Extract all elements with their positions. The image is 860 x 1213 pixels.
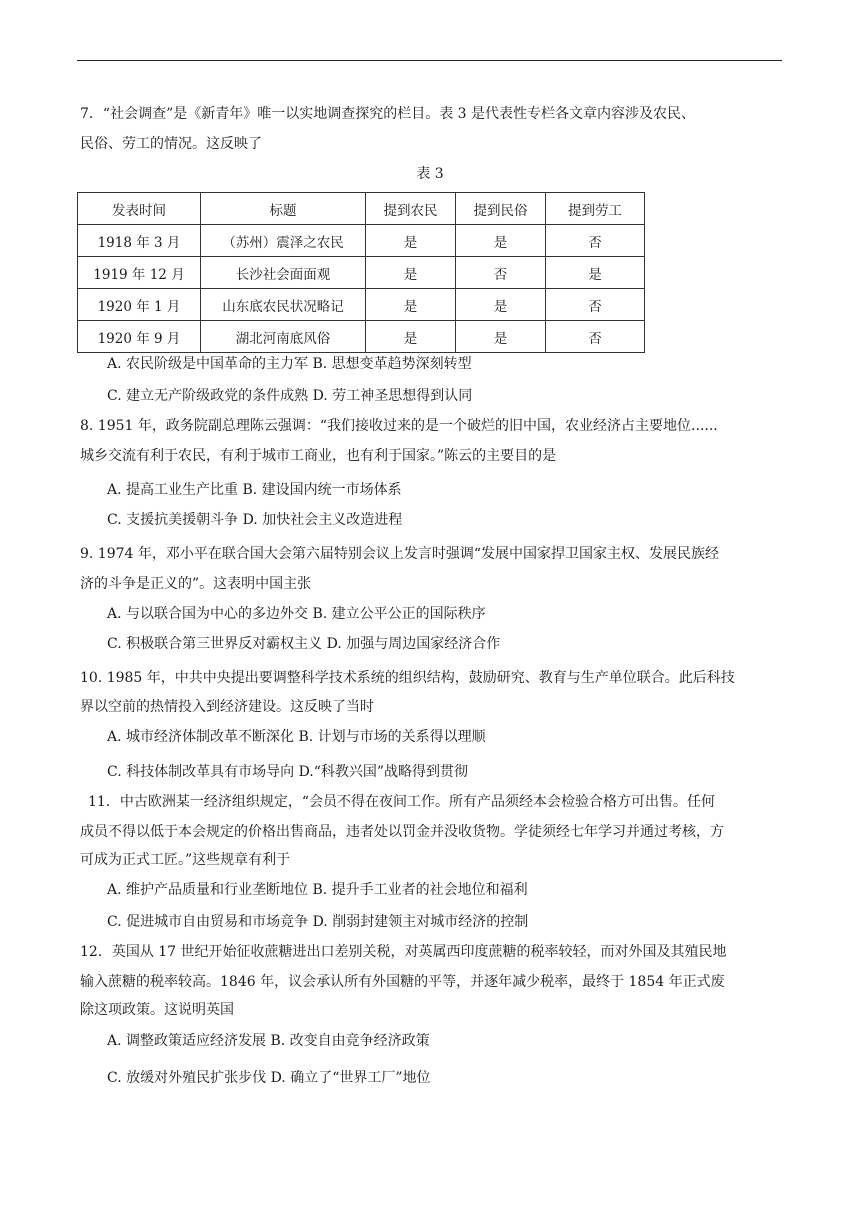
q9-options-ab: A. 与以联合国为中心的多边外交 B. 建立公平公正的国际秩序 (107, 606, 486, 622)
q12-stem-line1: 12．英国从 17 世纪开始征收蔗糖进出口差别关税，对英属西印度蔗糖的税率较轻，而对外国及其殖民地 (80, 944, 727, 960)
table-header-cell: 提到劳工 (546, 193, 645, 225)
q9-stem-line2: 济的斗争是正义的”。这表明中国主张 (80, 576, 312, 592)
q12-options-ab: A. 调整政策适应经济发展 B. 改变自由竞争经济政策 (107, 1033, 430, 1049)
q7-stem-line2: 民俗、劳工的情况。这反映了 (80, 136, 262, 152)
q9-options-cd: C. 积极联合第三世界反对霸权主义 D. 加强与周边国家经济合作 (107, 636, 501, 652)
table-cell: 是 (546, 257, 645, 289)
q7-options-cd: C. 建立无产阶级政党的条件成熟 D. 劳工神圣思想得到认同 (107, 388, 473, 404)
q8-stem-line1: 8. 1951 年，政务院副总理陈云强调：“我们接收过来的是一个破烂的旧中国，农业经济占主要地位...... (80, 418, 718, 434)
table-caption: 表 3 (416, 166, 444, 182)
table-cell: 是 (456, 289, 546, 321)
table-cell: （苏州）震泽之农民 (201, 225, 366, 257)
q10-options-cd: C. 科技体制改革具有市场导向 D.“科教兴国”战略得到贯彻 (107, 764, 469, 780)
q10-stem-line1: 10. 1985 年，中共中央提出要调整科学技术系统的组织结构，鼓励研究、教育与生产单位联合。此后科技 (80, 670, 735, 686)
table-cell: 是 (456, 321, 546, 353)
table-header-cell: 提到民俗 (456, 193, 546, 225)
q11-stem-line3: 可成为正式工匠。”这些规章有利于 (80, 852, 291, 868)
table-cell: 是 (366, 289, 456, 321)
q12-options-cd: C. 放缓对外殖民扩张步伐 D. 确立了“世界工厂”地位 (107, 1070, 431, 1086)
table-cell: 否 (456, 257, 546, 289)
table-cell: 长沙社会面面观 (201, 257, 366, 289)
table-cell: 否 (546, 289, 645, 321)
table-header-cell: 发表时间 (78, 193, 201, 225)
q12-stem-line2: 输入蔗糖的税率较高。1846 年，议会承认所有外国糖的平等，并逐年减少税率，最终于 1854 年正式废 (80, 974, 725, 990)
table-cell: 山东底农民状况略记 (201, 289, 366, 321)
q11-options-cd: C. 促进城市自由贸易和市场竞争 D. 削弱封建领主对城市经济的控制 (107, 914, 529, 930)
header-rule (77, 60, 782, 61)
table-cell: 是 (366, 257, 456, 289)
q7-stem-line1: 7．“社会调查”是《新青年》唯一以实地调查探究的栏目。表 3 是代表性专栏各文章内容涉及农民、 (80, 106, 696, 122)
table-cell: 湖北河南底风俗 (201, 321, 366, 353)
q11-options-ab: A. 维护产品质量和行业垄断地位 B. 提升手工业者的社会地位和福利 (107, 882, 528, 898)
q8-options-cd: C. 支援抗美援朝斗争 D. 加快社会主义改造进程 (107, 512, 403, 528)
q10-options-ab: A. 城市经济体制改革不断深化 B. 计划与市场的关系得以理顺 (107, 729, 486, 745)
q7-options-ab: A. 农民阶级是中国革命的主力军 B. 思想变革趋势深刻转型 (107, 356, 472, 372)
q8-options-ab: A. 提高工业生产比重 B. 建设国内统一市场体系 (107, 482, 402, 498)
table-cell: 1919 年 12 月 (78, 257, 201, 289)
table-row (78, 321, 645, 353)
table-header-cell: 提到农民 (366, 193, 456, 225)
survey-table (77, 192, 645, 353)
q12-stem-line3: 除这项政策。这说明英国 (80, 1002, 234, 1018)
table-header-cell: 标题 (201, 193, 366, 225)
table-cell: 1920 年 1 月 (78, 289, 201, 321)
table-cell: 否 (546, 225, 645, 257)
q9-stem-line1: 9. 1974 年，邓小平在联合国大会第六届特别会议上发言时强调“发展中国家捍卫国家主权、发展民族经 (80, 546, 720, 562)
table-row (78, 225, 645, 257)
table-cell: 是 (366, 321, 456, 353)
q8-stem-line2: 城乡交流有利于农民，有利于城市工商业，也有利于国家。”陈云的主要目的是 (80, 448, 557, 464)
table-row (78, 257, 645, 289)
table-row (78, 289, 645, 321)
table-cell: 1918 年 3 月 (78, 225, 201, 257)
q11-stem-line2: 成员不得以低于本会规定的价格出售商品，违者处以罚金并没收货物。学徒须经七年学习并通过考核，方 (80, 824, 724, 840)
q10-stem-line2: 界以空前的热情投入到经济建设。这反映了当时 (80, 699, 374, 715)
table-cell: 是 (456, 225, 546, 257)
table-cell: 1920 年 9 月 (78, 321, 201, 353)
table-cell: 是 (366, 225, 456, 257)
q11-stem-line1: 11．中古欧洲某一经济组织规定，“会员不得在夜间工作。所有产品须经本会检验合格方可出售。任何 (88, 794, 715, 810)
table-cell: 否 (546, 321, 645, 353)
table-header-row (78, 193, 645, 225)
